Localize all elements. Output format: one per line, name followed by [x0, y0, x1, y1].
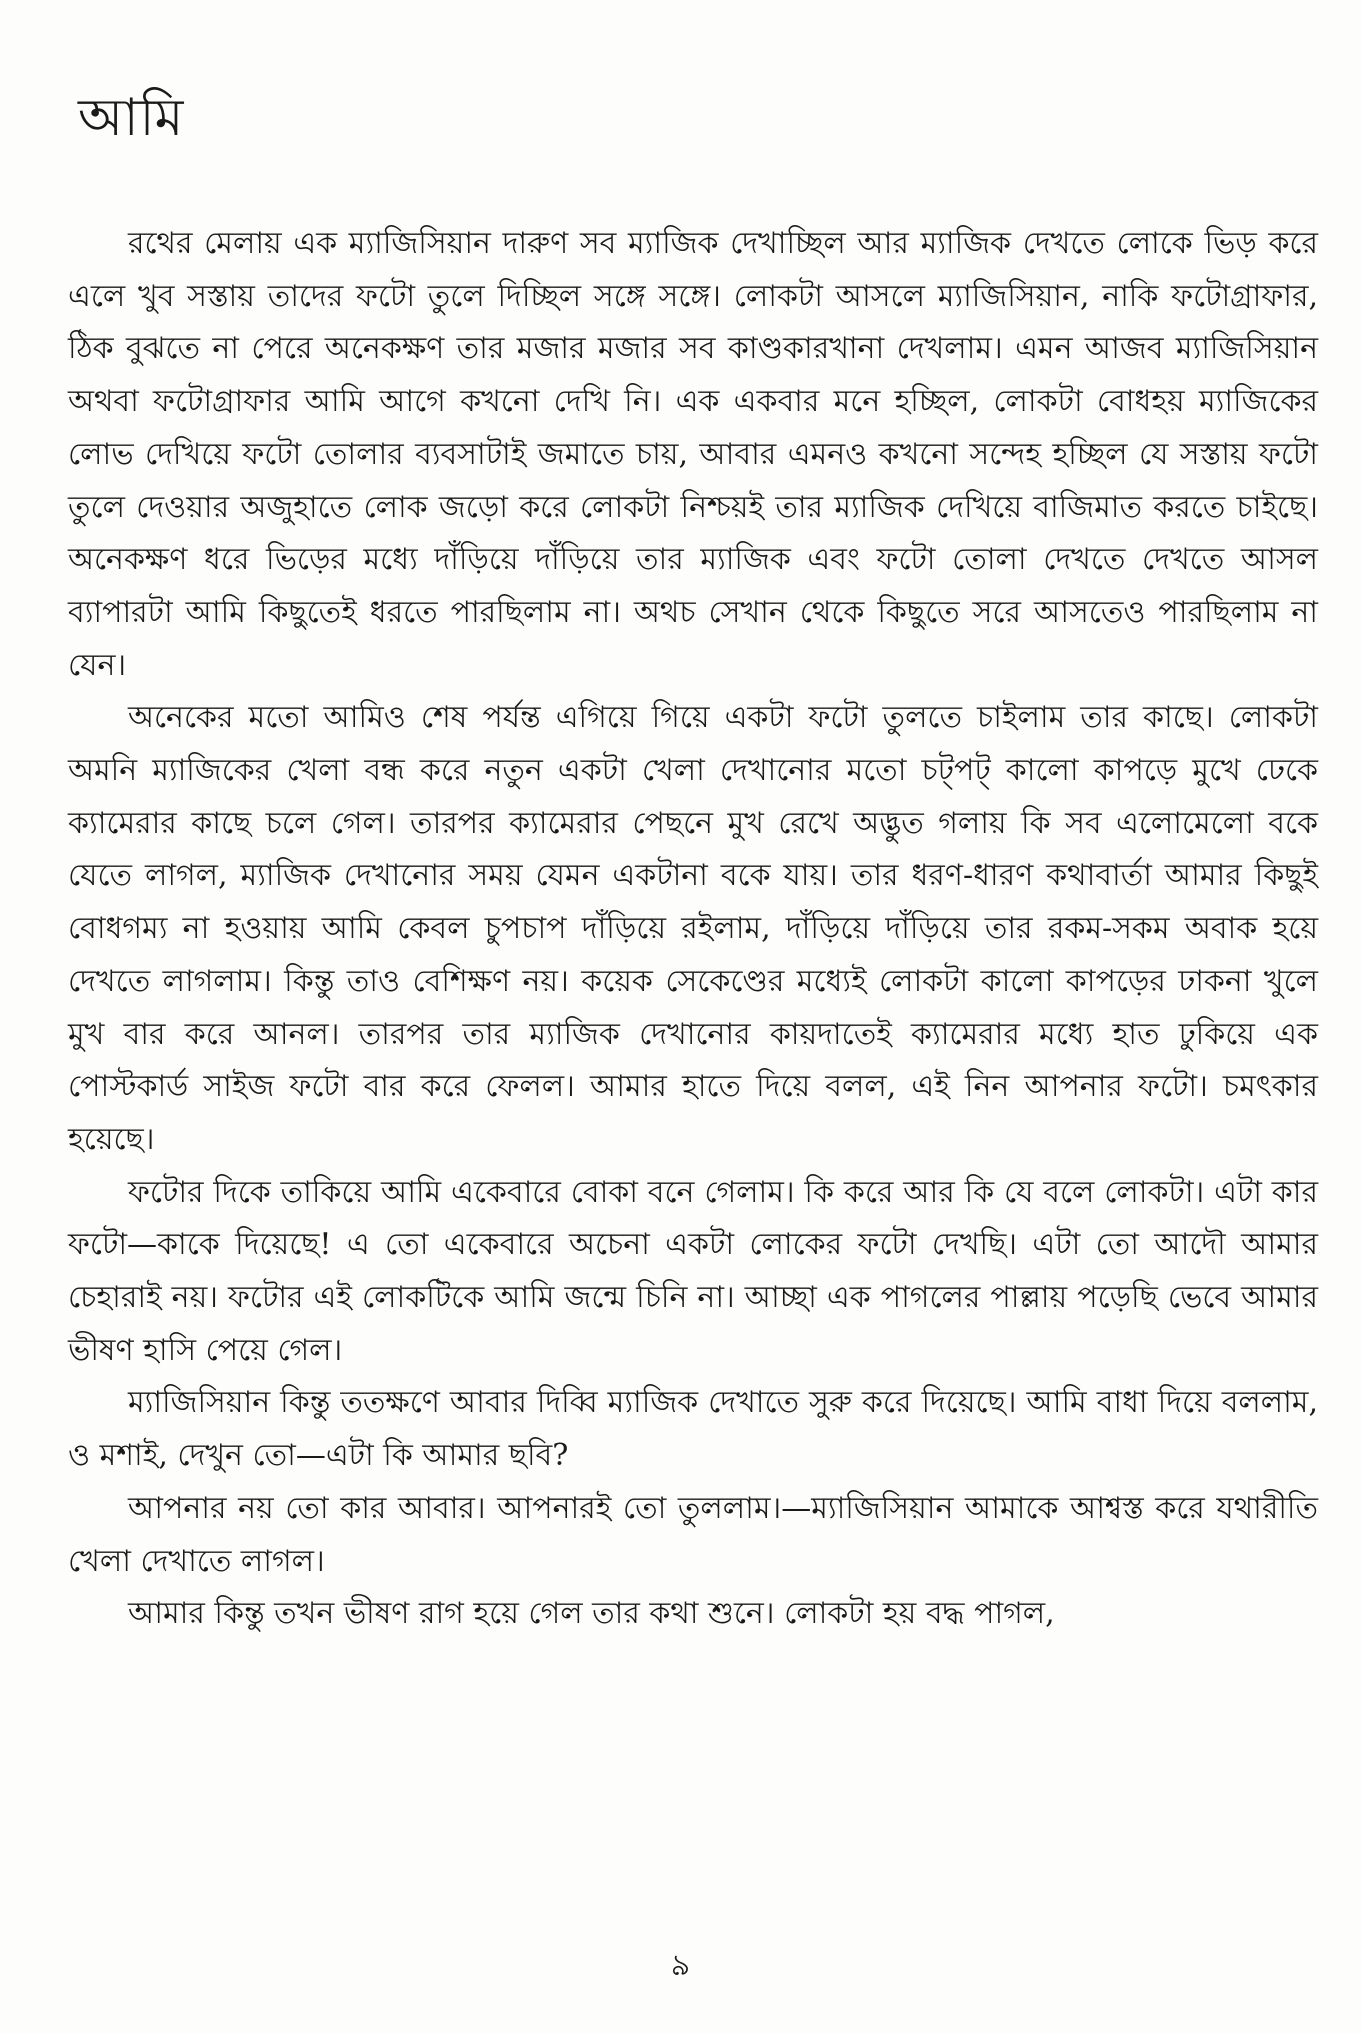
paragraph: রথের মেলায় এক ম্যাজিসিয়ান দারুণ সব ম্যাজিক দেখাচ্ছিল আর ম্যাজিক দেখতে লোকে ভিড় করে এলে খুব সস্তায় তাদের ফটো তুলে দিচ্ছিল সঙ্গে সঙ্গে। লোকটা আসলে ম্যাজিসিয়ান, নাকি ফটোগ্রাফার, ঠিক বুঝতে না পেরে অনেকক্ষণ তার মজার মজার সব কাণ্ডকারখানা দেখলাম। এমন আজব ম্যাজিসিয়ান অথবা ফটোগ্রাফার আমি আগে কখনো দেখি নি। এক একবার মনে হচ্ছিল, লোকটা বোধহয় ম্যাজিকের লোভ দেখিয়ে ফটো তোলার ব্যবসাটাই জমাতে চায়, আবার এমনও কখনো সন্দেহ হচ্ছিল যে সস্তায় ফটো তুলে দেওয়ার অজুহাতে লোক জড়ো করে লোকটা নিশ্চয়ই তার ম্যাজিক দেখিয়ে বাজিমাত করতে চাইছে। অনেকক্ষণ ধরে ভিড়ের মধ্যে দাঁড়িয়ে দাঁড়িয়ে তার ম্যাজিক এবং ফটো তোলা দেখতে দেখতে আসল ব্যাপারটা আমি কিছুতেই ধরতে পারছিলাম না। অথচ সেখান থেকে কিছুতে সরে আসতেও পারছিলাম না যেন।: [68, 226, 1318, 683]
paragraph: অনেকের মতো আমিও শেষ পর্যন্ত এগিয়ে গিয়ে একটা ফটো তুলতে চাইলাম তার কাছে। লোকটা অমনি ম্যাজিকের খেলা বন্ধ করে নতুন একটা খেলা দেখানোর মতো চট্‌পট্ কালো কাপড়ে মুখে ঢেকে ক্যামেরার কাছে চলে গেল। তারপর ক্যামেরার পেছনে মুখ রেখে অদ্ভুত গলায় কি সব এলোমেলো বকে যেতে লাগল, ম্যাজিক দেখানোর সময় যেমন একটানা বকে যায়। তার ধরণ-ধারণ কথাবার্তা আমার কিছুই বোধগম্য না হওয়ায় আমি কেবল চুপচাপ দাঁড়িয়ে রইলাম, দাঁড়িয়ে দাঁড়িয়ে তার রকম-সকম অবাক হয়ে দেখতে লাগলাম। কিন্তু তাও বেশিক্ষণ নয়। কয়েক সেকেণ্ডের মধ্যেই লোকটা কালো কাপড়ের ঢাকনা খুলে মুখ বার করে আনল। তারপর তার ম্যাজিক দেখানোর কায়দাতেই ক্যামেরার মধ্যে হাত ঢুকিয়ে এক পোস্টকার্ড সাইজ ফটো বার করে ফেলল। আমার হাতে দিয়ে বলল, এই নিন আপনার ফটো। চমৎকার হয়েছে।: [68, 700, 1318, 1157]
chapter-title: আমি: [78, 88, 185, 148]
paragraph: আমার কিন্তু তখন ভীষণ রাগ হয়ে গেল তার কথা শুনে। লোকটা হয় বদ্ধ পাগল,: [128, 1596, 1055, 1632]
page-number: ৯: [670, 1948, 691, 1983]
paragraph: আপনার নয় তো কার আবার। আপনারই তো তুললাম।—ম্যাজিসিয়ান আমাকে আশ্বস্ত করে যথারীতি খেলা দেখাতে লাগল।: [68, 1490, 1318, 1579]
chapter-body: [68, 218, 1318, 1641]
paragraph: ম্যাজিসিয়ান কিন্তু ততক্ষণে আবার দিব্বি ম্যাজিক দেখাতে সুরু করে দিয়েছে। আমি বাধা দিয়ে বললাম, ও মশাই, দেখুন তো—এটা কি আমার ছবি?: [68, 1385, 1318, 1474]
paragraph: ফটোর দিকে তাকিয়ে আমি একেবারে বোকা বনে গেলাম। কি করে আর কি যে বলে লোকটা। এটা কার ফটো—কাকে দিয়েছে! এ তো একেবারে অচেনা একটা লোকের ফটো দেখছি। এটা তো আদৌ আমার চেহারাই নয়। ফটোর এই লোকটিকে আমি জন্মে চিনি না। আচ্ছা এক পাগলের পাল্লায় পড়েছি ভেবে আমার ভীষণ হাসি পেয়ে গেল।: [68, 1174, 1318, 1368]
